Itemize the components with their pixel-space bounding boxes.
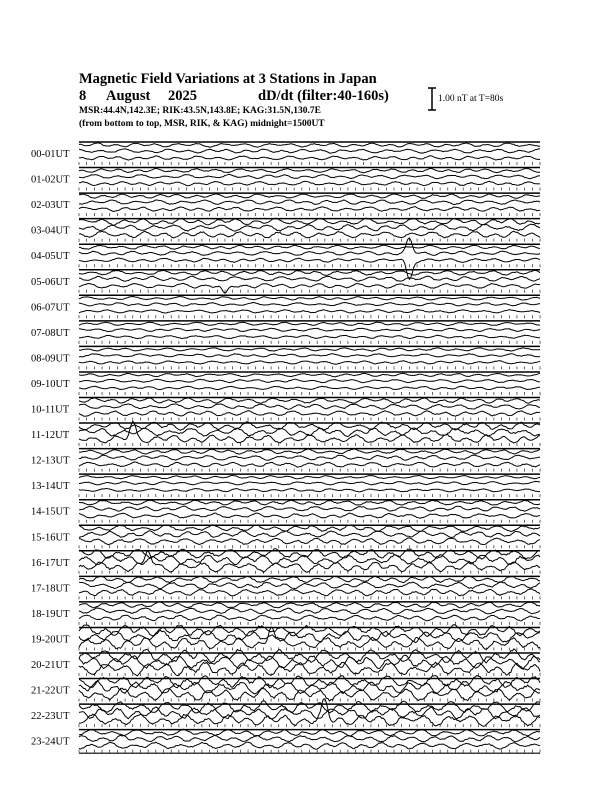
hour-row [31,602,540,625]
trace-rik [79,149,540,153]
row-label: 18-19UT [31,608,70,620]
row-label: 20-21UT [31,660,70,671]
trace-rik [79,506,540,511]
hour-row [31,346,540,369]
trace-kag [79,475,540,479]
scale-bar [428,88,436,110]
trace-rik [79,224,540,231]
hour-row [31,321,540,344]
row-label: 17-18UT [31,583,70,595]
hour-row [31,576,540,599]
trace-kag [79,500,540,505]
trace-rik [79,328,540,331]
trace-msr [79,386,540,389]
trace-kag [79,449,540,454]
hour-row [31,421,540,446]
trace-msr [79,488,540,492]
trace-kag [79,625,540,637]
trace-msr [79,627,540,649]
trace-kag [79,245,540,249]
row-label: 09-10UT [31,378,70,390]
hour-row [31,474,540,497]
trace-kag [79,602,540,608]
trace-msr [79,207,540,212]
hour-row [31,398,540,421]
row-label: 01-02UT [31,174,70,186]
scale-label: 1.00 nT at T=80s [438,94,504,104]
trace-msr [79,462,540,467]
quantity-label: dD/dt (filter:40-160s) [258,88,389,104]
row-label: 23-24UT [31,736,70,748]
trace-msr [79,699,540,727]
trace-rik [79,379,540,383]
trace-kag [79,322,540,326]
trace-msr [79,361,540,365]
trace-rik [79,404,540,410]
trace-msr [79,181,540,185]
date-day: 8 [79,88,87,104]
row-label: 07-08UT [31,327,70,339]
trace-rik [79,582,540,589]
trace-kag [79,373,540,377]
row-label: 13-14UT [31,481,70,493]
row-label: 22-23UT [31,711,70,723]
stations-line: MSR:44.4N,142.3E; RIK:43.5N,143.8E; KAG:31.5N,130.7E [79,106,321,116]
hour-row [31,270,540,293]
hour-row [31,675,540,701]
trace-kag [79,270,540,275]
hour-row [31,142,540,165]
trace-kag [79,297,540,301]
row-label: 19-20UT [31,634,70,646]
trace-rik [79,455,540,460]
row-label: 11-12UT [31,430,70,442]
trace-msr [79,551,540,573]
hour-row [31,238,540,279]
trace-rik [79,608,540,614]
trace-kag [79,168,540,172]
trace-kag [79,143,540,147]
trace-msr [79,513,540,518]
hour-row [31,699,540,727]
trace-rik [79,428,540,437]
row-label: 04-05UT [31,251,70,263]
hour-row [31,449,540,472]
hour-row [31,549,540,574]
hour-row [31,649,540,676]
trace-msr [79,589,540,596]
hour-row [31,218,540,241]
row-label: 16-17UT [31,557,70,569]
trace-msr [79,310,540,313]
chart-title: Magnetic Field Variations at 3 Stations in Japan [79,71,377,87]
trace-msr [79,742,540,749]
hour-row [31,372,540,395]
hour-row [31,168,540,191]
hour-row [31,193,540,216]
row-label: 08-09UT [31,353,70,365]
hour-row [31,500,540,523]
trace-rik [79,303,540,307]
row-label: 12-13UT [31,455,70,467]
row-label: 00-01UT [31,149,70,160]
trace-msr [79,231,540,238]
trace-msr [79,156,540,160]
trace-rik [79,655,540,669]
hour-row [31,625,540,651]
hour-row [31,729,540,752]
trace-msr [79,335,540,338]
row-label: 02-03UT [31,200,70,212]
row-label: 10-11UT [31,404,70,416]
order-note: (from bottom to top, MSR, RIK, & KAG) midnight=1500UT [79,119,325,129]
trace-msr [79,538,540,545]
row-label: 06-07UT [31,302,70,314]
trace-rik [79,531,540,538]
trace-rik [79,174,540,178]
trace-rik [79,354,540,357]
row-label: 15-16UT [31,532,70,544]
hour-row [31,525,540,548]
trace-rik [79,481,540,485]
row-label: 03-04UT [31,225,70,237]
trace-rik [79,735,540,742]
date-year: 2025 [168,88,197,104]
row-label: 05-06UT [31,276,70,288]
hour-row [31,295,540,318]
trace-rik [79,200,540,205]
row-label: 14-15UT [31,506,70,518]
trace-kag [79,194,540,199]
trace-msr [79,258,540,279]
trace-rik [79,276,540,281]
row-label: 21-22UT [31,685,70,697]
trace-kag [79,348,540,351]
date-month: August [106,88,151,104]
trace-msr [79,615,540,621]
trace-msr [79,411,540,417]
trace-kag [79,398,540,403]
trace-kag [79,649,540,663]
